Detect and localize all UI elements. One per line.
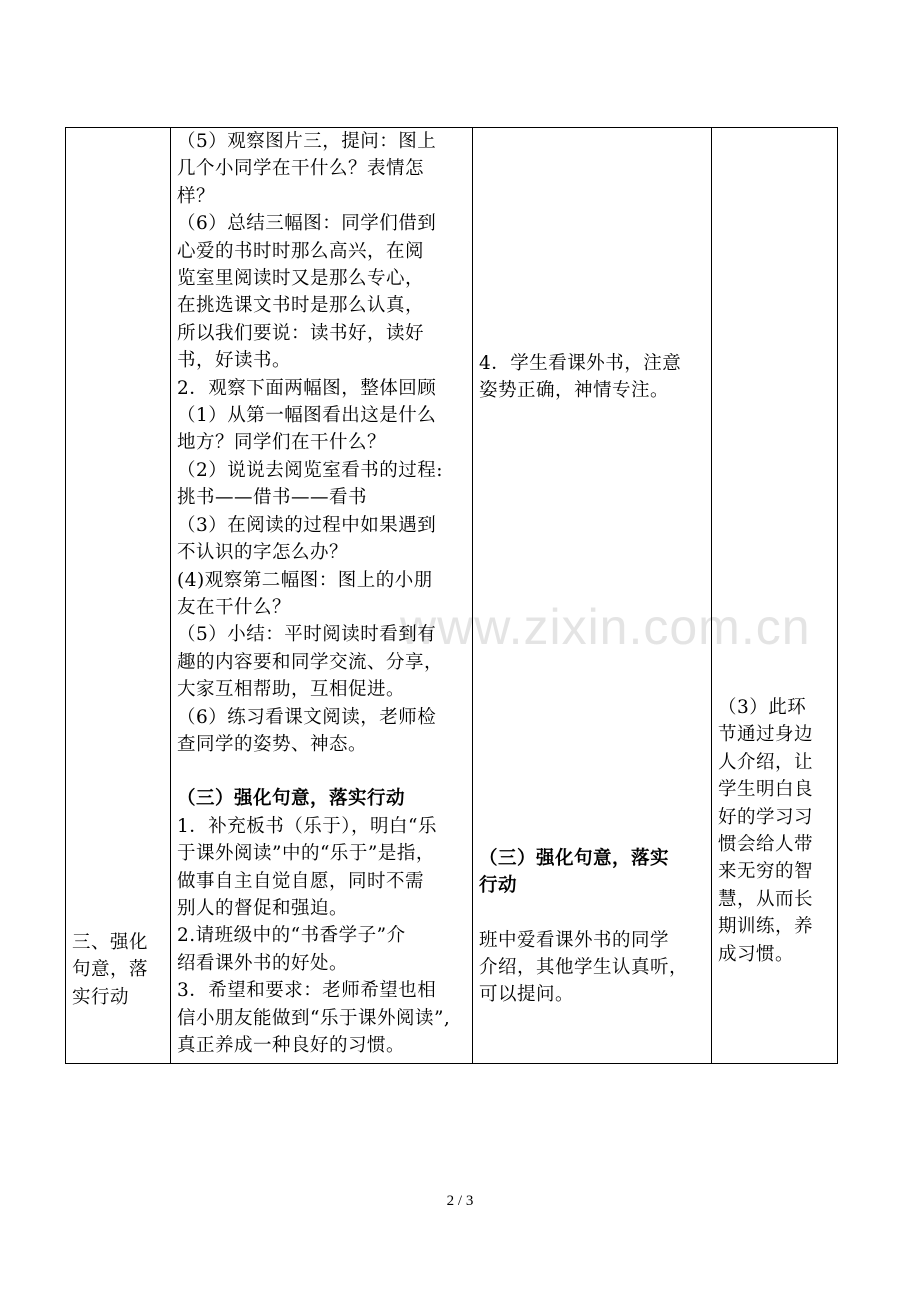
text-line: (4)观察第二幅图：图上的小朋 xyxy=(177,569,433,591)
section-heading: （三）强化句意，落实 xyxy=(479,847,670,869)
text-line: 人介绍，让 xyxy=(718,751,814,773)
design-intent-cell xyxy=(712,128,838,1064)
text-line: 地方？同学们在干什么？ xyxy=(177,432,387,454)
text-line: 览室里阅读时又是那么专心， xyxy=(177,268,425,290)
text-line: 样？ xyxy=(177,185,216,207)
text-line: 1．补充板书（乐于），明白“乐 xyxy=(177,815,437,837)
text-line: 慧，从而长 xyxy=(718,888,814,910)
student-activity-cell xyxy=(473,128,712,1064)
text-line: （1）从第一幅图看出这是什么 xyxy=(177,405,437,427)
text-line: 绍看课外书的好处。 xyxy=(177,952,349,974)
text-line: 惯会给人带 xyxy=(718,834,814,856)
text-line: 可以提问。 xyxy=(479,984,575,1006)
text-line: 所以我们要说：读书好，读好 xyxy=(177,322,425,344)
blank-line xyxy=(479,900,705,927)
text-line: 好的学习习 xyxy=(718,806,814,828)
text-line: 大家互相帮助，互相促进。 xyxy=(177,679,406,701)
stage-line: 句意，落 xyxy=(72,959,149,981)
text-line: 几个小同学在干什么？表情怎 xyxy=(177,158,425,180)
text-line: 3．希望和要求：老师希望也相 xyxy=(177,980,437,1002)
text-line: 在挑选课文书时是那么认真， xyxy=(177,295,425,317)
text-line: 挑书——借书——看书 xyxy=(177,487,368,509)
text-line: 成习惯。 xyxy=(718,943,795,965)
text-line: 不认识的字怎么办？ xyxy=(177,542,349,564)
text-line: 信小朋友能做到“乐于课外阅读”, xyxy=(177,1007,451,1029)
text-line: 来无穷的智 xyxy=(718,861,814,883)
stage-line: 实行动 xyxy=(72,986,130,1008)
text-line: （5）小结：平时阅读时看到有 xyxy=(177,624,437,646)
text-line: （2）说说去阅览室看书的过程: xyxy=(177,459,444,481)
text-line: 于课外阅读”中的“乐于”是指， xyxy=(177,843,435,865)
text-line: 查同学的姿势、神态。 xyxy=(177,733,368,755)
text-line: （6）练习看课文阅读，老师检 xyxy=(177,706,437,728)
text-line: 2．观察下面两幅图，整体回顾 xyxy=(177,377,437,399)
text-line: 真正养成一种良好的习惯。 xyxy=(177,1035,406,1056)
section-heading: 行动 xyxy=(479,875,518,897)
section-heading: （三）强化句意，落实行动 xyxy=(177,788,406,810)
text-line: 4．学生看课外书，注意 xyxy=(479,353,682,374)
text-line: 姿势正确，神情专注。 xyxy=(479,380,670,402)
teacher-activity-cell xyxy=(171,128,473,1064)
text-line: （5）观察图片三，提问：图上 xyxy=(177,131,437,152)
text-line: 趣的内容要和同学交流、分享， xyxy=(177,651,444,673)
text-line: 别人的督促和强迫。 xyxy=(177,897,349,919)
text-line: 学生明白良 xyxy=(718,779,814,801)
text-line: 做事自主自觉自愿，同时不需 xyxy=(177,870,425,892)
student-activity-bottom xyxy=(479,845,705,1009)
text-line: 2.请班级中的“书香学子”介 xyxy=(177,925,406,947)
blank-line xyxy=(177,758,466,785)
text-line: 书，好读书。 xyxy=(177,350,292,372)
text-line: 友在干什么？ xyxy=(177,596,292,618)
text-line: 心爱的书时时那么高兴，在阅 xyxy=(177,240,425,262)
stage-line: 三、强化 xyxy=(72,931,149,953)
text-line: （6）总结三幅图：同学们借到 xyxy=(177,213,437,235)
text-line: 班中爱看课外书的同学 xyxy=(479,929,670,951)
design-intent-text xyxy=(718,694,831,968)
text-line: （3）在阅读的过程中如果遇到 xyxy=(177,514,437,536)
text-line: （3）此环 xyxy=(718,697,807,718)
watermark: www.zixin.com.cn xyxy=(400,599,811,655)
text-line: 节通过身边 xyxy=(718,724,814,746)
text-line: 介绍，其他学生认真听， xyxy=(479,957,689,979)
lesson-plan-table xyxy=(65,127,838,1064)
student-activity-top xyxy=(479,128,705,405)
table-row xyxy=(66,128,838,1064)
stage-cell xyxy=(66,128,171,1064)
text-line: 期训练，养 xyxy=(718,916,814,938)
page-number: 2 / 3 xyxy=(446,1193,474,1209)
